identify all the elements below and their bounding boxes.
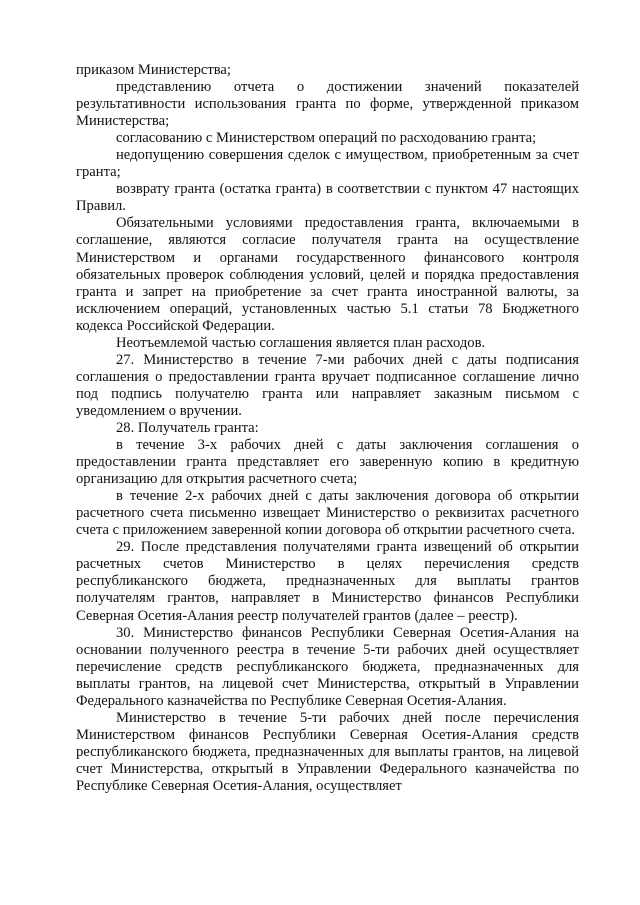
paragraph-11: в течение 2-х рабочих дней с даты заключения договора об открытии расчетного счета письменно извещает Министерство о реквизитах расчетного счета с приложением заверенной копии договора об открытии расчетного счета.	[76, 488, 579, 539]
paragraph-10: в течение 3-х рабочих дней с даты заключения соглашения о предоставлении гранта представляет его заверенную копию в кредитную организацию для открытия расчетного счета;	[76, 437, 579, 488]
paragraph-12: 29. После представления получателями гранта извещений об открытии расчетных счетов Министерство в целях перечисления средств республиканского бюджета, предназначенных для выплаты грантов получателям грантов, направляет в Министерство финансов Республики Северная Осетия-Алания реестр получателей грантов (далее – реестр).	[76, 539, 579, 624]
document-page	[76, 62, 579, 795]
paragraph-8: 27. Министерство в течение 7-ми рабочих дней с даты подписания соглашения о предоставлении гранта вручает подписанное соглашение лично под подпись получателю гранта или направляет заказным письмом с уведомлением о вручении.	[76, 351, 579, 419]
paragraph-1: приказом Министерства;	[76, 62, 231, 78]
paragraph-9: 28. Получатель гранта:	[116, 419, 259, 436]
paragraph-2: представлению отчета о достижении значений показателей результативности использования гранта по форме, утвержденной приказом Министерства;	[76, 79, 579, 130]
paragraph-14: Министерство в течение 5-ти рабочих дней после перечисления Министерством финансов Республики Северная Осетия-Алания средств республиканского бюджета, предназначенных для выплаты грантов, на лицевой счет Министерства, открытый в Управлении Федерального казначейства по Республике Северная Осетия-Алания, осуществляет	[76, 709, 579, 794]
paragraph-13: 30. Министерство финансов Республики Северная Осетия-Алания на основании полученного реестра в течение 5-ти рабочих дней осуществляет перечисление средств республиканского бюджета, предназначенных для выплаты грантов, на лицевой счет Министерства, открытый в Управлении Федерального казначейства по Республике Северная Осетия-Алания.	[76, 624, 579, 709]
paragraph-6: Обязательными условиями предоставления гранта, включаемыми в соглашение, являются согласие получателя гранта на осуществление Министерством и органами государственного финансового контроля обязательных проверок соблюдения условий, целей и порядка предоставления гранта и запрет на приобретение за счет гранта иностранной валюты, за исключением операций, установленных частью 5.1 статьи 78 Бюджетного кодекса Российской Федерации.	[76, 215, 579, 334]
paragraph-3: согласованию с Министерством операций по расходованию гранта;	[116, 130, 537, 147]
paragraph-7: Неотъемлемой частью соглашения является план расходов.	[116, 334, 486, 351]
paragraph-4: недопущению совершения сделок с имуществом, приобретенным за счет гранта;	[76, 147, 579, 181]
paragraph-5: возврату гранта (остатка гранта) в соответствии с пунктом 47 настоящих Правил.	[76, 181, 579, 215]
